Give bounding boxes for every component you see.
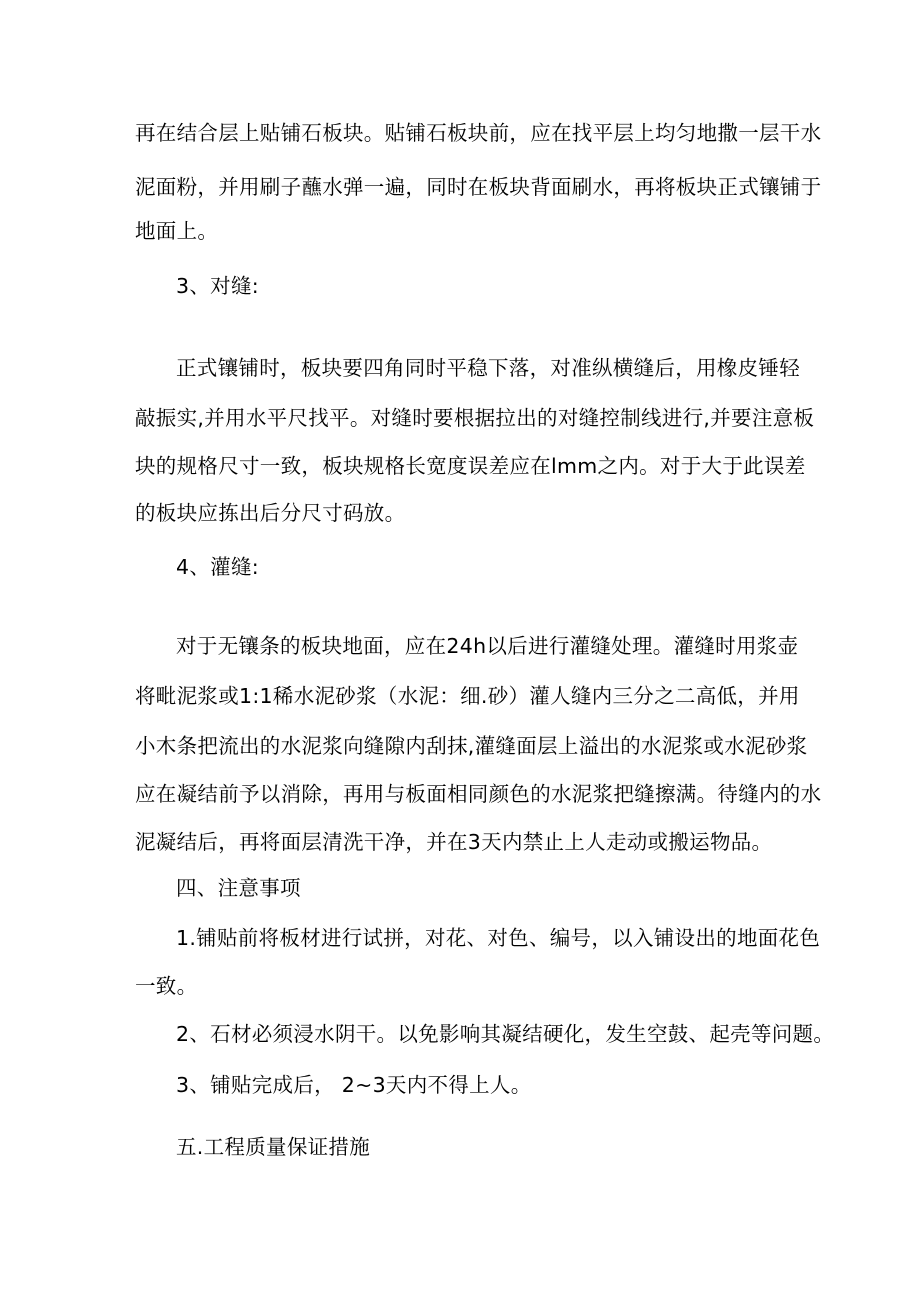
list-item: 1.铺贴前将板材进行试拼，对花、对色、编号，以入铺设出的地面花色 [176,926,821,950]
paragraph-line: 应在凝结前予以消除，再用与板面相同颜色的水泥浆把缝擦满。待缝内的水 [135,782,822,806]
list-item-continuation: 一致。 [135,974,198,998]
list-item: 2、石材必须浸水阴干。以免影响其凝结硬化，发生空鼓、起壳等问题。 [176,1022,835,1046]
list-item: 3、铺贴完成后， 2~3天内不得上人。 [176,1073,532,1097]
section-heading-quality: 五.工程质量保证措施 [176,1135,371,1159]
paragraph-line: 敲振实,并用水平尺找平。对缝时要根据拉出的对缝控制线进行,并要注意板 [135,406,815,430]
paragraph-line: 块的规格尺寸一致，板块规格长宽度误差应在lmm之内。对于大于此误差 [135,454,806,478]
paragraph-line: 将毗泥浆或1:1稀水泥砂浆（水泥：细.砂）灌人缝内三分之二高低，并用 [135,684,800,708]
section-heading-3: 3、对缝: [176,274,259,298]
paragraph-line: 正式镶铺时，板块要四角同时平稳下落，对准纵横缝后，用橡皮锤轻 [176,356,800,380]
paragraph-line: 泥凝结后，再将面层清洗干净，并在3天内禁止上人走动或搬运物品。 [135,830,773,854]
section-heading-4: 4、灌缝: [176,555,259,579]
paragraph-line: 的板块应拣出后分尺寸码放。 [135,501,406,525]
paragraph-line: 对于无镶条的板块地面，应在24h以后进行灌缝处理。灌缝时用浆壶 [176,634,799,658]
paragraph-line: 地面上。 [135,219,219,243]
paragraph-line: 泥面粉，并用刷子蘸水弹一遍，同时在板块背面刷水，再将板块正式镶铺于 [135,175,822,199]
section-heading-precautions: 四、注意事项 [176,876,301,900]
paragraph-line: 小木条把流出的水泥浆向缝隙内刮抹,灌缝面层上溢出的水泥浆或水泥砂浆 [135,734,808,758]
paragraph-line: 再在结合层上贴铺石板块。贴铺石板块前，应在找平层上均匀地撒一层干水 [135,121,822,145]
